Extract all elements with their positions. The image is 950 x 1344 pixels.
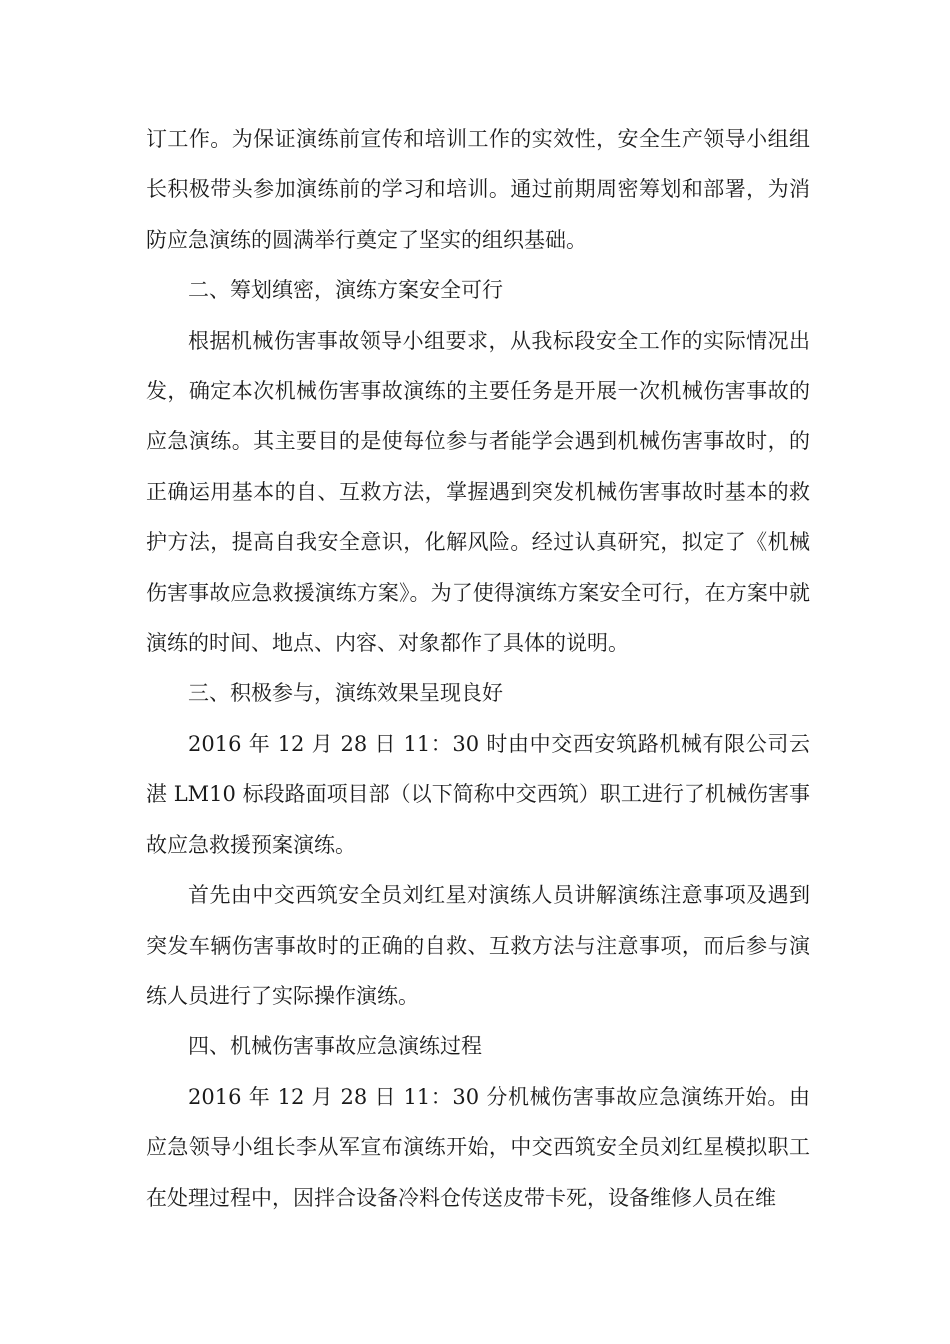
paragraph-drill-date: 2016 年 12 月 28 日 11：30 时由中交西安筑路机械有限公司云湛 LM10 标段路面项目部（以下简称中交西筑）职工进行了机械伤害事故应急救援预案演练。 <box>146 731 810 857</box>
document-body <box>146 114 810 1223</box>
paragraph-drill-process: 2016 年 12 月 28 日 11：30 分机械伤害事故应急演练开始。由应急领导小组长李从军宣布演练开始，中交西筑安全员刘红星模拟职工在处理过程中，因拌合设备冷料仓传送皮带卡死，设备维修人员在维 <box>146 1084 810 1210</box>
paragraph-plan: 根据机械伤害事故领导小组要求，从我标段安全工作的实际情况出发，确定本次机械伤害事故演练的主要任务是开展一次机械伤害事故的应急演练。其主要目的是使每位参与者能学会遇到机械伤害事故时，的正确运用基本的自、互救方法，掌握遇到突发机械伤害事故时基本的救护方法，提高自我安全意识，化解风险。经过认真研究，拟定了《机械伤害事故应急救援演练方案》。为了使得演练方案安全可行，在方案中就演练的时间、地点、内容、对象都作了具体的说明。 <box>146 328 810 656</box>
paragraph-continuation: 订工作。为保证演练前宣传和培训工作的实效性，安全生产领导小组组长积极带头参加演练前的学习和培训。通过前期周密筹划和部署，为消防应急演练的圆满举行奠定了坚实的组织基础。 <box>146 127 810 252</box>
paragraph-safety-briefing: 首先由中交西筑安全员刘红星对演练人员讲解演练注意事项及遇到突发车辆伤害事故时的正确的自救、互救方法与注意事项，而后参与演练人员进行了实际操作演练。 <box>146 883 810 1008</box>
section-heading-4: 四、机械伤害事故应急演练过程 <box>188 1034 482 1059</box>
section-heading-2: 二、筹划缜密，演练方案安全可行 <box>188 278 503 303</box>
section-heading-3: 三、积极参与，演练效果呈现良好 <box>188 681 503 706</box>
